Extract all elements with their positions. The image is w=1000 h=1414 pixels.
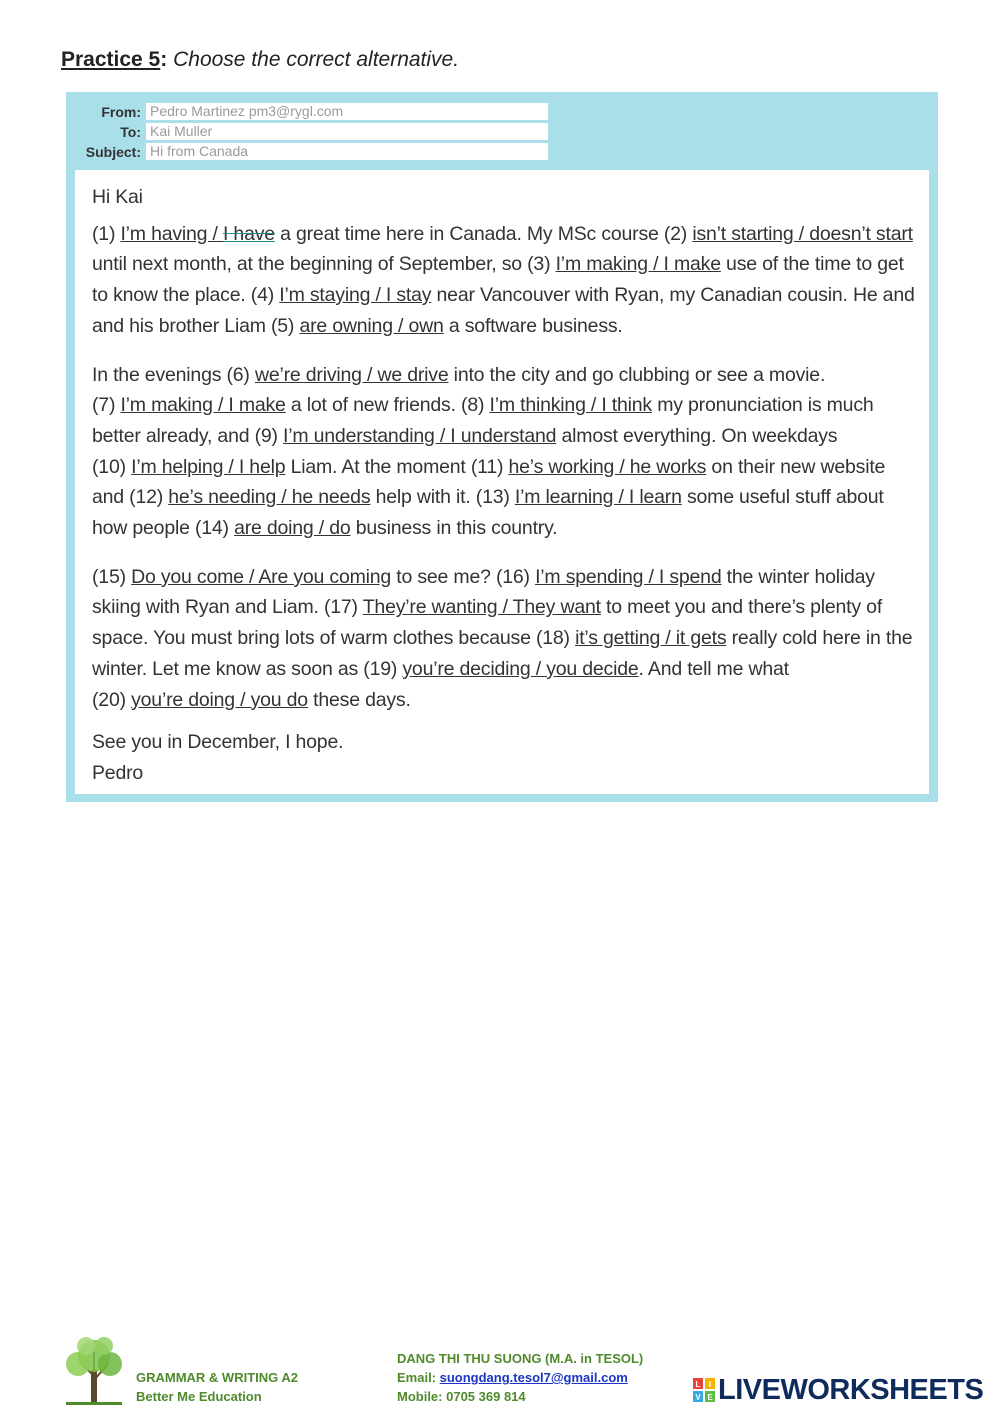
email-body: [75, 170, 929, 794]
to-field[interactable]: Kai Muller: [146, 123, 548, 140]
body-text: these days.: [307, 688, 411, 711]
body-text: a lot of new friends. (8): [285, 394, 490, 417]
choice-2[interactable]: isn’t starting / doesn’t start: [692, 222, 913, 245]
choice-16[interactable]: I’m spending / I spend: [535, 565, 722, 588]
org-name: Better Me Education: [136, 1389, 262, 1404]
choice-10[interactable]: I’m helping / I help: [131, 455, 286, 478]
choice-15[interactable]: Do you come / Are you coming: [131, 565, 392, 588]
email-window: [66, 92, 938, 802]
body-text: really cold here in the winter. Let me know as soon as (19): [92, 627, 913, 680]
to-row: [66, 123, 938, 141]
choice-1-option-b[interactable]: I have: [222, 222, 275, 245]
from-field[interactable]: Pedro Martinez pm3@rygl.com: [146, 103, 548, 120]
greeting: Hi Kai: [92, 186, 143, 208]
choice-4[interactable]: I’m staying / I stay: [279, 284, 432, 307]
svg-text:E: E: [707, 1393, 713, 1402]
choice-9[interactable]: I’m understanding / I understand: [283, 424, 557, 447]
signature: Pedro: [92, 761, 144, 784]
page-footer: [0, 1330, 1000, 1414]
choice-20[interactable]: you’re doing / you do: [131, 688, 308, 711]
svg-text:V: V: [695, 1393, 701, 1402]
body-text: the winter holiday skiing with Ryan and Liam. (17): [92, 565, 875, 619]
body-text: my pronunciation is much better already, and (9): [92, 394, 874, 447]
email-label: Email:: [397, 1370, 440, 1385]
email-body-text: [92, 182, 922, 789]
contact-email-row: [397, 1368, 643, 1387]
body-text: use of the time to get to know the place. (4): [92, 253, 904, 307]
body-text: help with it. (13): [370, 486, 515, 509]
practice-colon: :: [160, 48, 168, 71]
item-number: (20): [92, 688, 132, 711]
choice-18[interactable]: it’s getting / it gets: [575, 627, 727, 650]
to-label: To:: [120, 124, 141, 140]
item-number: (7): [92, 394, 121, 417]
paragraph-1: [92, 219, 922, 342]
author-name: DANG THI THU SUONG (M.A. in TESOL): [397, 1351, 644, 1366]
choice-5[interactable]: are owning / own: [299, 314, 444, 337]
body-text: on their new website and (12): [92, 455, 886, 509]
practice-label: Practice 5: [61, 48, 161, 71]
svg-text:L: L: [695, 1380, 701, 1389]
footer-left: [136, 1368, 298, 1406]
mobile-number: Mobile: 0705 369 814: [397, 1389, 526, 1404]
body-text: . And tell me what: [638, 657, 789, 680]
choice-19[interactable]: you’re deciding / you decide: [402, 657, 639, 680]
body-text: to see me? (16): [391, 565, 536, 588]
footer-contact: [397, 1349, 643, 1406]
body-text: business in this country.: [350, 517, 558, 540]
liveworksheets-wordmark: LIVEWORKSHEETS: [718, 1374, 984, 1406]
choice-7[interactable]: I’m making / I make: [120, 394, 286, 417]
body-text: a software business.: [443, 314, 623, 337]
tree-logo-icon: [58, 1332, 130, 1408]
choice-6[interactable]: we’re driving / we drive: [254, 363, 449, 386]
body-text: to meet you and there’s plenty of space. You must bring lots of warm clothes because (18): [92, 596, 883, 650]
email-link[interactable]: suongdang.tesol7@gmail.com: [439, 1370, 628, 1385]
body-text: In the evenings (6): [92, 363, 255, 386]
choice-8[interactable]: I’m thinking / I think: [489, 394, 652, 417]
course-name: GRAMMAR & WRITING A2: [136, 1370, 299, 1385]
choice-11[interactable]: he’s working / he works: [508, 455, 707, 478]
paragraph-3: [92, 562, 922, 716]
choice-1-option-a[interactable]: I’m having /: [120, 222, 223, 245]
choice-17[interactable]: They’re wanting / They want: [362, 596, 601, 619]
liveworksheets-icon: [693, 1378, 715, 1402]
svg-text:I: I: [708, 1380, 712, 1389]
subject-row: [66, 143, 938, 161]
choice-12[interactable]: he’s needing / he needs: [168, 486, 371, 509]
item-number: (10): [92, 455, 132, 478]
body-text: some useful stuff about how people (14): [92, 486, 884, 540]
closing-line: See you in December, I hope.: [92, 731, 344, 754]
item-number: (1): [92, 222, 121, 245]
subject-field[interactable]: Hi from Canada: [146, 143, 548, 160]
paragraph-2: [92, 360, 922, 544]
choice-13[interactable]: I’m learning / I learn: [514, 486, 682, 509]
choice-14[interactable]: are doing / do: [234, 517, 351, 540]
body-text: until next month, at the beginning of September, so (3): [92, 253, 556, 276]
from-label: From:: [101, 104, 141, 120]
body-text: near Vancouver with Ryan, my Canadian cousin. He and and his brother Liam (5): [92, 284, 915, 337]
subject-label: Subject:: [85, 144, 141, 160]
body-text: a great time here in Canada. My MSc course (2): [274, 222, 693, 245]
body-text: almost everything. On weekdays: [556, 424, 838, 447]
practice-heading: [61, 48, 459, 72]
body-text: into the city and go clubbing or see a movie.: [448, 363, 826, 386]
practice-instruction: Choose the correct alternative.: [173, 48, 460, 71]
choice-3[interactable]: I’m making / I make: [555, 253, 721, 276]
item-number: (15): [92, 565, 132, 588]
from-row: [66, 103, 938, 121]
body-text: Liam. At the moment (11): [285, 455, 509, 478]
